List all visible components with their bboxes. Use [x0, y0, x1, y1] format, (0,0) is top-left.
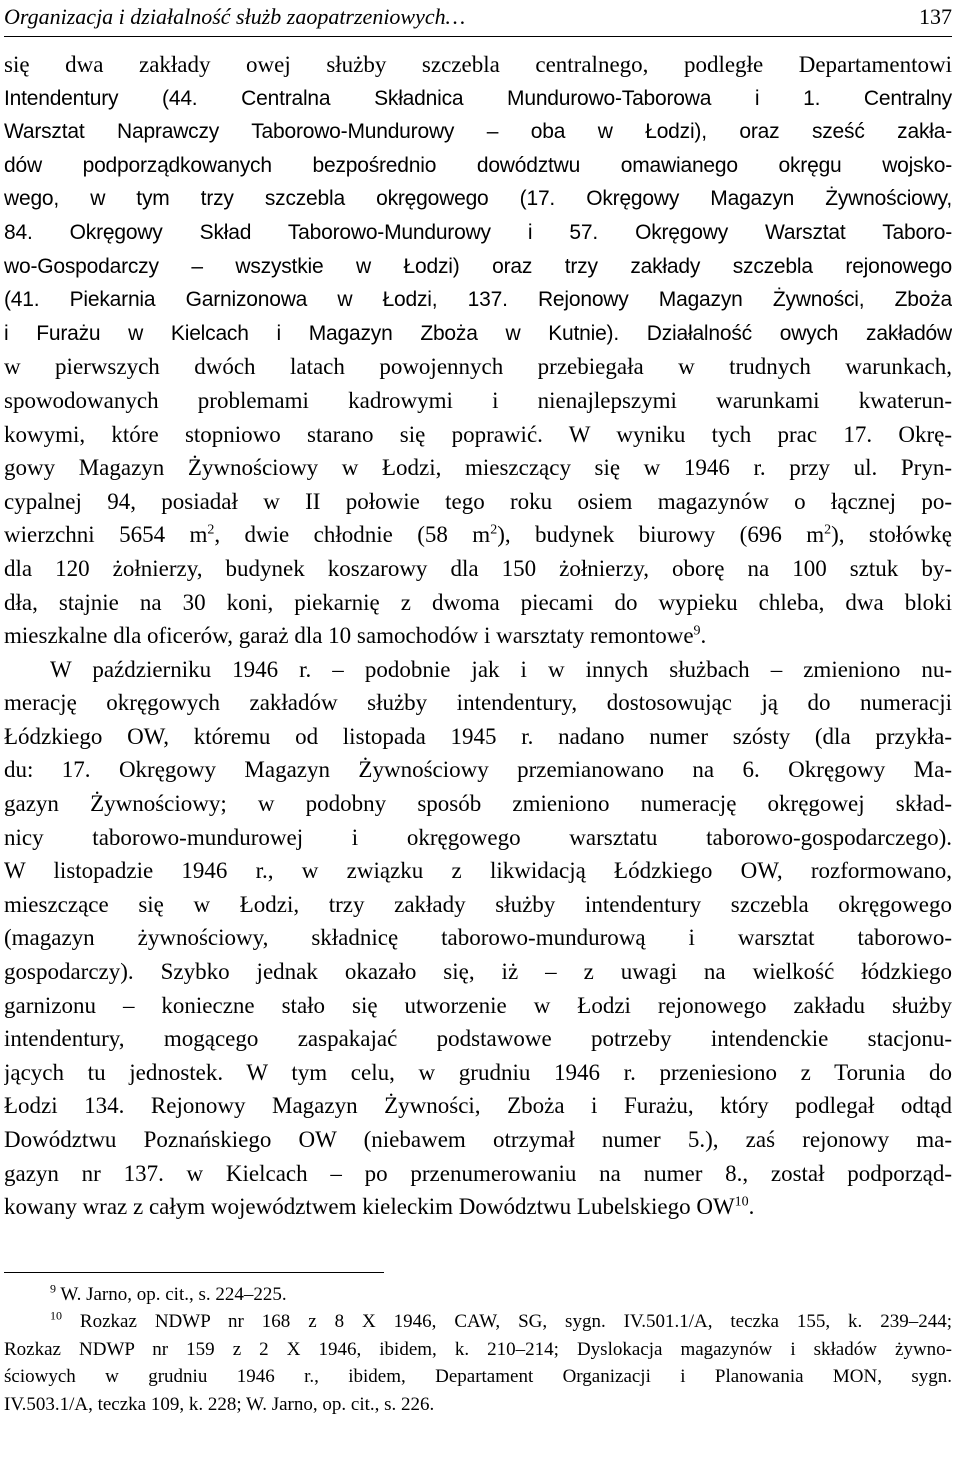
- footnote-9: [4, 1281, 952, 1309]
- body-line: gazyn nr 137. w Kielcach – po przenumerowaniu na numer 8., został podporząd-: [4, 1160, 952, 1186]
- body-line: Warsztat Naprawczy Taborowo-Mundurowy – oba w Łodzi), oraz sześć zakła-: [4, 120, 952, 144]
- footnote-text: W. Jarno, op. cit., s. 224–225.: [56, 1283, 287, 1305]
- body-line: dła, stajnie na 30 koni, piekarnię z dwoma piecami do wypieku chleba, dwa bloki: [4, 589, 952, 615]
- body-text: [4, 48, 952, 1224]
- body-line: intendentury, mogącego zaspakajać podstawowe potrzeby intendenckie stacjonu-: [4, 1026, 952, 1052]
- footnote-line: IV.503.1/A, teczka 109, k. 228; W. Jarno, op. cit., s. 226.: [4, 1393, 435, 1415]
- body-line: [4, 182, 952, 216]
- body-line: gazyn Żywnościowy; w podobny sposób zmieniono numerację okręgowej skład-: [4, 791, 952, 817]
- body-line: garnizonu – konieczne stało się utworzenie w Łodzi rejonowego zakładu służby: [4, 992, 952, 1018]
- body-line: (41. Piekarnia Garnizonowa w Łodzi, 137. Rejonowy Magazyn Żywności, Zboża: [4, 288, 952, 312]
- body-line: 84. Okręgowy Skład Taborowo-Mundurowy i 57. Okręgowy Warsztat Taboro-: [4, 220, 952, 244]
- body-line: Dowództwu Poznańskiego OW (niebawem otrzymał numer 5.), zaś rejonowy ma-: [4, 1127, 952, 1152]
- body-line: du: 17. Okręgowy Magazyn Żywnościowy przemianowano na 6. Okręgowy Ma-: [4, 757, 952, 783]
- body-text-run: kowany wraz z całym województwem kieleckim Dowództwu Lubelskiego OW: [4, 1194, 735, 1220]
- body-text-run: Okręgowy Magazyn Żywnościowy,: [586, 187, 952, 211]
- body-line: W listopadzie 1946 r., w związku z likwidacją Łódzkiego OW, rozformowano,: [4, 858, 952, 884]
- superscript: 2: [207, 522, 215, 538]
- body-line: się dwa zakłady owej służby szczebla centralnego, podległe Departamentowi: [4, 52, 952, 77]
- body-line: Łodzi 134. Rejonowy Magazyn Żywności, Zboża i Furażu, który podlegał odtąd: [4, 1093, 952, 1119]
- body-text-run: wierzchni 5654 m: [4, 522, 208, 548]
- footnote-separator: [4, 1272, 384, 1273]
- page-number: 137: [919, 4, 952, 29]
- body-text-run: .: [748, 1194, 755, 1220]
- footnote-number: 9: [50, 1281, 56, 1296]
- body-line: [4, 317, 952, 351]
- footnotes: [4, 1281, 952, 1419]
- body-text-run: , dwie chłodnie (58 m: [214, 522, 491, 548]
- body-line: (magazyn żywnościowy, składnicę taborowo-mundurową i warsztat taborowo-: [4, 925, 952, 951]
- body-line: [4, 518, 952, 552]
- footnote-line: ściowych w grudniu 1946 r., ibidem, Departament Organizacji i Planowania MON, sygn.: [4, 1366, 952, 1388]
- body-line: w pierwszych dwóch latach powojennych przebiegała w trudnych warunkach,: [4, 354, 952, 380]
- body-line: dla 120 żołnierzy, budynek koszarowy dla 150 żołnierzy, oborę na 100 sztuk by-: [4, 555, 952, 581]
- body-text-run: mieszkalne dla oficerów, garaż dla 10 samochodów i warsztaty remontowe: [4, 623, 694, 649]
- body-line: gospodarczy). Szybko jednak okazało się, iż – z uwagi na wielkość łódzkiego: [4, 959, 952, 985]
- body-text-run: ), budynek biurowy (696 m: [497, 522, 825, 548]
- body-line: Intendentury (44. Centralna Składnica Mundurowo-Taborowa i 1. Centralny: [4, 86, 952, 110]
- body-line: wo-Gospodarczy – wszystkie w Łodzi) oraz trzy zakłady szczebla rejonowego: [4, 254, 952, 278]
- body-line: dów podporządkowanych bezpośrednio dowództwu omawianego okręgu wojsko-: [4, 153, 952, 177]
- body-line: kowymi, które stopniowo starano się poprawić. W wyniku tych prac 17. Okrę-: [4, 421, 952, 447]
- footnote-number: 10: [50, 1308, 62, 1323]
- footnote-line: Rozkaz NDWP nr 159 z 2 X 1946, ibidem, k. 210–214; Dyslokacja magazynów i składów żywno-: [4, 1338, 952, 1360]
- body-text-run: Działalność owych zakładów: [646, 321, 952, 345]
- body-line: merację okręgowych zakładów służby intendentury, dostosowując ją do numeracji: [4, 690, 952, 716]
- footnote-text: Rozkaz NDWP nr 168 z 8 X 1946, CAW, SG, sygn. IV.501.1/A, teczka 155, k. 239–244;: [62, 1311, 952, 1333]
- body-line: W październiku 1946 r. – podobnie jak i w innych służbach – zmieniono nu-: [50, 656, 952, 682]
- footnote-reference: 10: [734, 1194, 749, 1210]
- body-line: Łódzkiego OW, któremu od listopada 1945 r. nadano numer szósty (dla przykła-: [4, 723, 952, 749]
- footnote-10: [4, 1308, 952, 1336]
- body-line: spowodowanych problemami kadrowymi i nienajlepszymi warunkami kwaterun-: [4, 387, 952, 413]
- body-line: [4, 1190, 952, 1224]
- body-text-run: i Furażu w Kielcach i Magazyn Zboża w Kutnie).: [4, 321, 647, 345]
- body-line: mieszczące się w Łodzi, trzy zakłady służby intendentury szczebla okręgowego: [4, 891, 952, 917]
- body-text-run: ), stołówkę: [831, 522, 952, 548]
- body-text-run: wego, w tym trzy szczebla okręgowego (17.: [4, 187, 587, 211]
- running-title: Organizacja i działalność służb zaopatrzeniowych…: [4, 4, 466, 29]
- superscript: 2: [824, 522, 832, 538]
- body-line: nicy taborowo-mundurowej i okręgowego warsztatu taborowo-gospodarczego).: [4, 824, 952, 850]
- footnote-reference: 9: [693, 623, 701, 639]
- document-page: [4, 0, 952, 1418]
- running-header: [4, 2, 952, 37]
- body-line: [4, 619, 952, 653]
- superscript: 2: [490, 522, 498, 538]
- body-line: cypalnej 94, posiadał w II połowie tego roku osiem magazynów o łącznej po-: [4, 488, 952, 514]
- body-text-run: .: [700, 623, 707, 649]
- body-line: jących tu jednostek. W tym celu, w grudniu 1946 r. przeniesiono z Torunia do: [4, 1059, 952, 1085]
- body-line: gowy Magazyn Żywnościowy w Łodzi, mieszczący się w 1946 r. przy ul. Pryn-: [4, 455, 952, 481]
